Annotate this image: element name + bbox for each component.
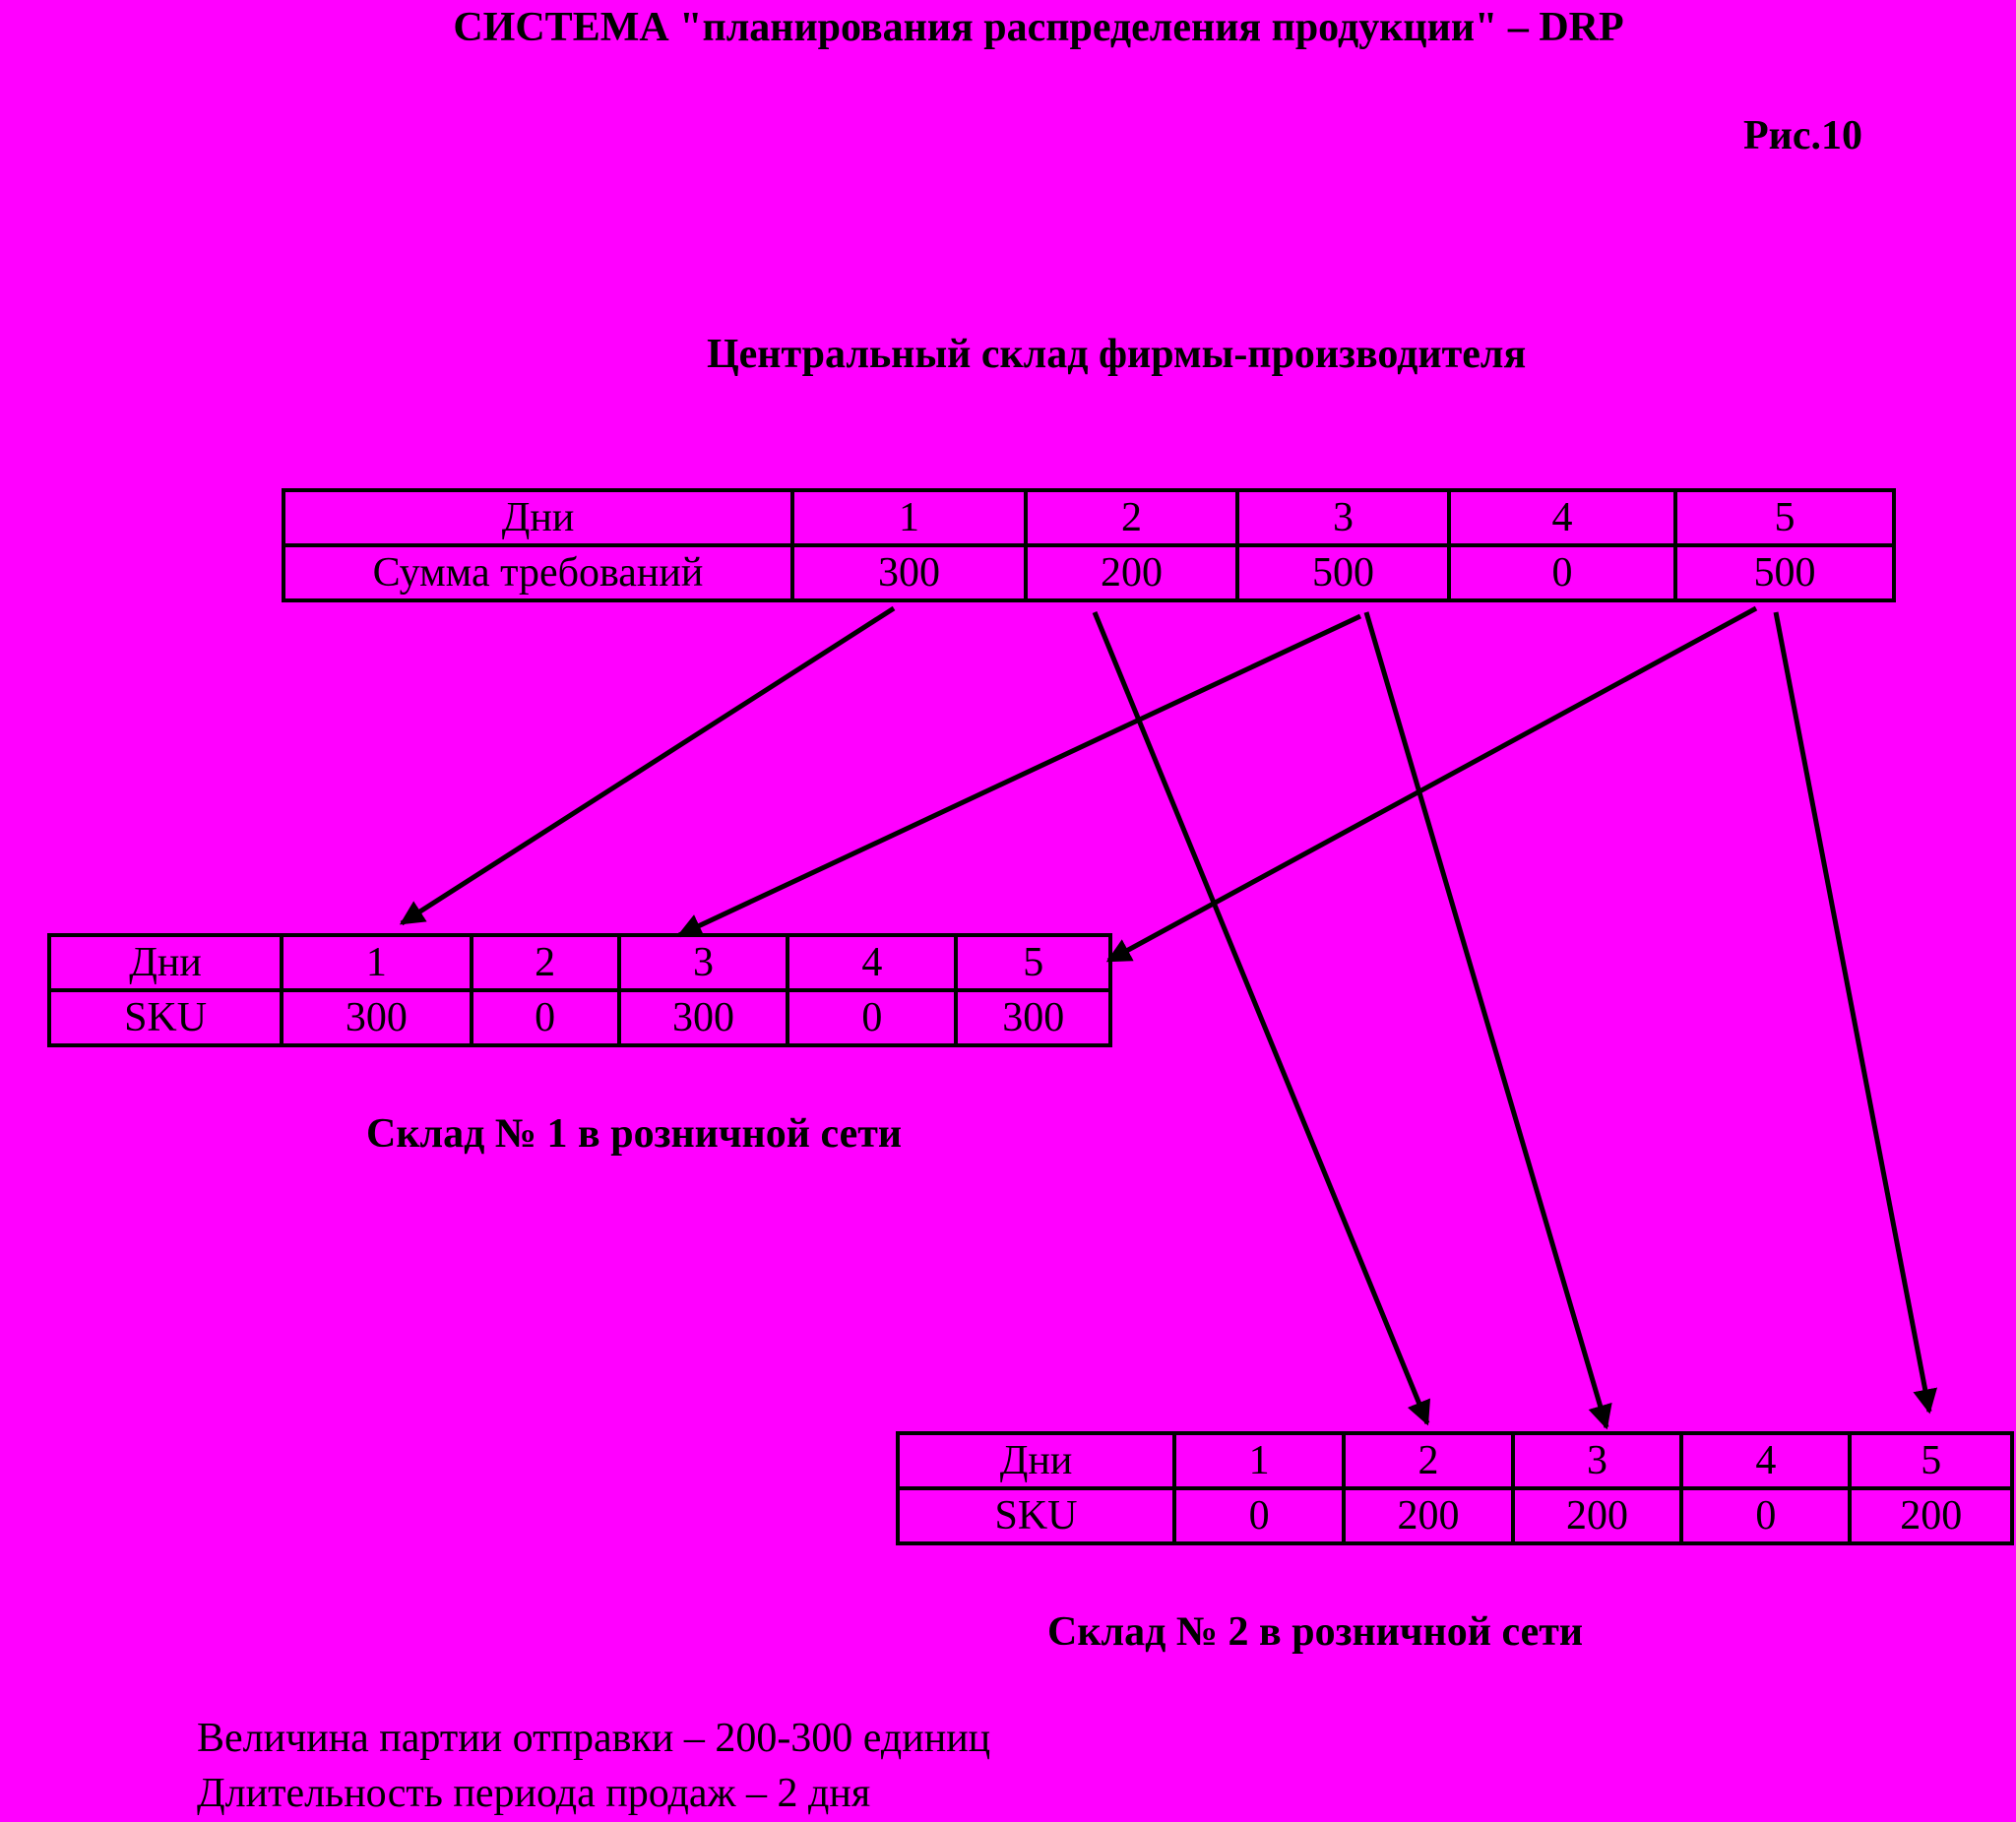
figure-label: Рис.10 (1743, 113, 1862, 158)
day-cell: 4 (788, 935, 956, 990)
day-cell: 5 (1850, 1433, 2012, 1488)
header-label: Дни (49, 935, 282, 990)
day-cell: 1 (1174, 1433, 1344, 1488)
day-cell: 5 (956, 935, 1110, 990)
warehouse2-caption: Склад № 2 в розничной сети (1047, 1609, 1584, 1655)
arrow-day5-to-warehouse1 (1108, 608, 1756, 961)
central-warehouse-caption: Центральный склад фирмы-производителя (707, 332, 1527, 377)
day-cell: 2 (472, 935, 619, 990)
value-cell: 200 (1850, 1488, 2012, 1543)
warehouse1-caption: Склад № 1 в розничной сети (366, 1111, 903, 1157)
value-cell: 500 (1237, 545, 1449, 600)
header-label: Дни (898, 1433, 1174, 1488)
value-cell: 0 (1449, 545, 1675, 600)
arrow-day5-to-warehouse2 (1776, 612, 1929, 1412)
diagram-title: СИСТЕМА "планирования распределения продукции" – DRP (453, 5, 1624, 50)
arrow-day3-to-warehouse1 (679, 616, 1360, 935)
row-label: Сумма требований (284, 545, 792, 600)
day-cell: 3 (1513, 1433, 1681, 1488)
arrow-day1-to-warehouse1 (402, 608, 894, 923)
arrow-day2-to-warehouse2 (1095, 612, 1427, 1423)
header-label: Дни (284, 490, 792, 545)
value-cell: 0 (788, 990, 956, 1045)
value-cell: 0 (1174, 1488, 1344, 1543)
value-cell: 500 (1675, 545, 1894, 600)
day-cell: 4 (1681, 1433, 1850, 1488)
value-cell: 300 (282, 990, 471, 1045)
day-cell: 1 (282, 935, 471, 990)
value-cell: 200 (1344, 1488, 1512, 1543)
value-cell: 200 (1026, 545, 1237, 600)
value-cell: 300 (619, 990, 788, 1045)
sales-period-note: Длительность периода продаж – 2 дня (197, 1771, 871, 1816)
day-cell: 2 (1344, 1433, 1512, 1488)
value-cell: 0 (1681, 1488, 1850, 1543)
day-cell: 1 (792, 490, 1026, 545)
day-cell: 3 (1237, 490, 1449, 545)
value-cell: 0 (472, 990, 619, 1045)
day-cell: 4 (1449, 490, 1675, 545)
value-cell: 200 (1513, 1488, 1681, 1543)
batch-size-note: Величина партии отправки – 200-300 единиц (197, 1716, 991, 1761)
row-label: SKU (49, 990, 282, 1045)
day-cell: 2 (1026, 490, 1237, 545)
day-cell: 3 (619, 935, 788, 990)
value-cell: 300 (792, 545, 1026, 600)
arrow-day3-to-warehouse2 (1366, 612, 1606, 1427)
value-cell: 300 (956, 990, 1110, 1045)
row-label: SKU (898, 1488, 1174, 1543)
day-cell: 5 (1675, 490, 1894, 545)
